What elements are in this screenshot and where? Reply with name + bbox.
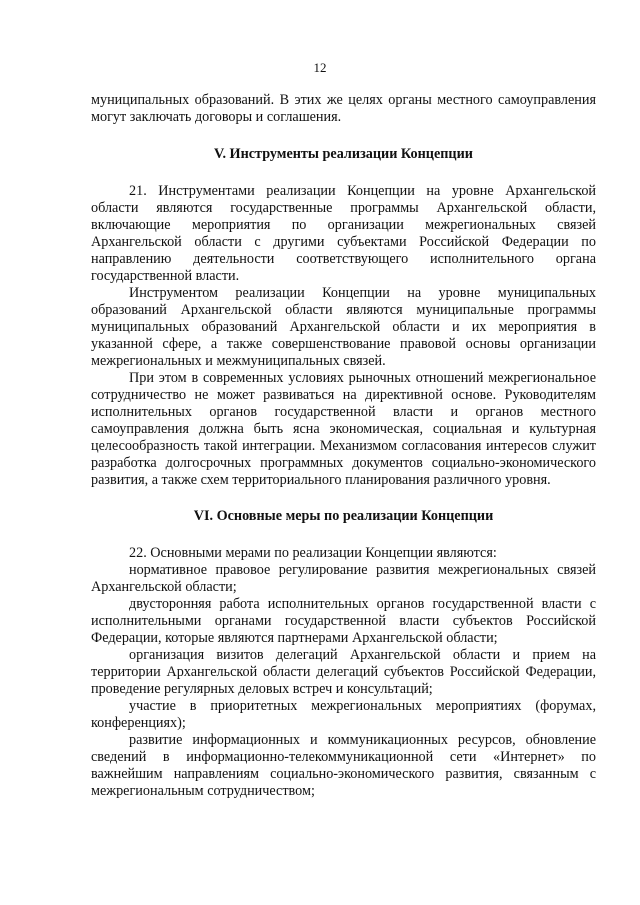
section-6-paragraph-2: нормативное правовое регулирование развития межрегиональных связей Архангельской области; [91, 562, 596, 595]
section-6-heading: VI. Основные меры по реализации Концепции [193, 508, 494, 524]
section-6-paragraph-1: 22. Основными мерами по реализации Концепции являются: [129, 545, 497, 561]
page-number: 12 [313, 60, 327, 75]
section-6-paragraph-3: двусторонняя работа исполнительных органов государственной власти с исполнительными органами государственной власти субъектов Российской Федерации, которые являются партнерами Архангельской области; [91, 596, 596, 646]
section-6-paragraph-5: участие в приоритетных межрегиональных мероприятиях (форумах, конференциях); [91, 698, 596, 731]
section-5-paragraph-2: Инструментом реализации Концепции на уровне муниципальных образований Архангельской области являются муниципальные программы муниципальных образований Архангельской области и их мероприятия в указанной сфере, а также совершенствование правовой основы организации межрегиональных и межмуниципальных связей. [91, 285, 596, 369]
section-5-paragraph-3: При этом в современных условиях рыночных отношений межрегиональное сотрудничество не может развиваться на директивной основе. Руководителям исполнительных органов государственной власти и органов местного самоуправления должна быть ясна экономическая, социальная и культурная целесообразность такой интеграции. Механизмом согласования интересов служит разработка долгосрочных программных документов социально-экономического развития, а также схем территориального планирования различного уровня. [91, 370, 596, 488]
section-6-paragraph-6: развитие информационных и коммуникационных ресурсов, обновление сведений в информационно-телекоммуникационной сети «Интернет» по важнейшим направлениям социально-экономического развития, связанным с межрегиональным сотрудничеством; [91, 732, 596, 799]
section-6-paragraph-4: организация визитов делегаций Архангельской области и прием на территории Архангельской области делегаций субъектов Российской Федерации, проведение регулярных деловых встреч и консультаций; [91, 647, 596, 697]
document-body [91, 92, 596, 800]
intro-paragraph: муниципальных образований. В этих же целях органы местного самоуправления могут заключать договоры и соглашения. [91, 92, 596, 125]
section-5-heading: V. Инструменты реализации Концепции [214, 146, 473, 162]
section-5-paragraph-1: 21. Инструментами реализации Концепции на уровне Архангельской области являются государственные программы Архангельской области, включающие мероприятия по организации межрегиональных связей Архангельской области с другими субъектами Российской Федерации по направлению деятельности соответствующего исполнительного органа государственной власти. [91, 183, 596, 284]
